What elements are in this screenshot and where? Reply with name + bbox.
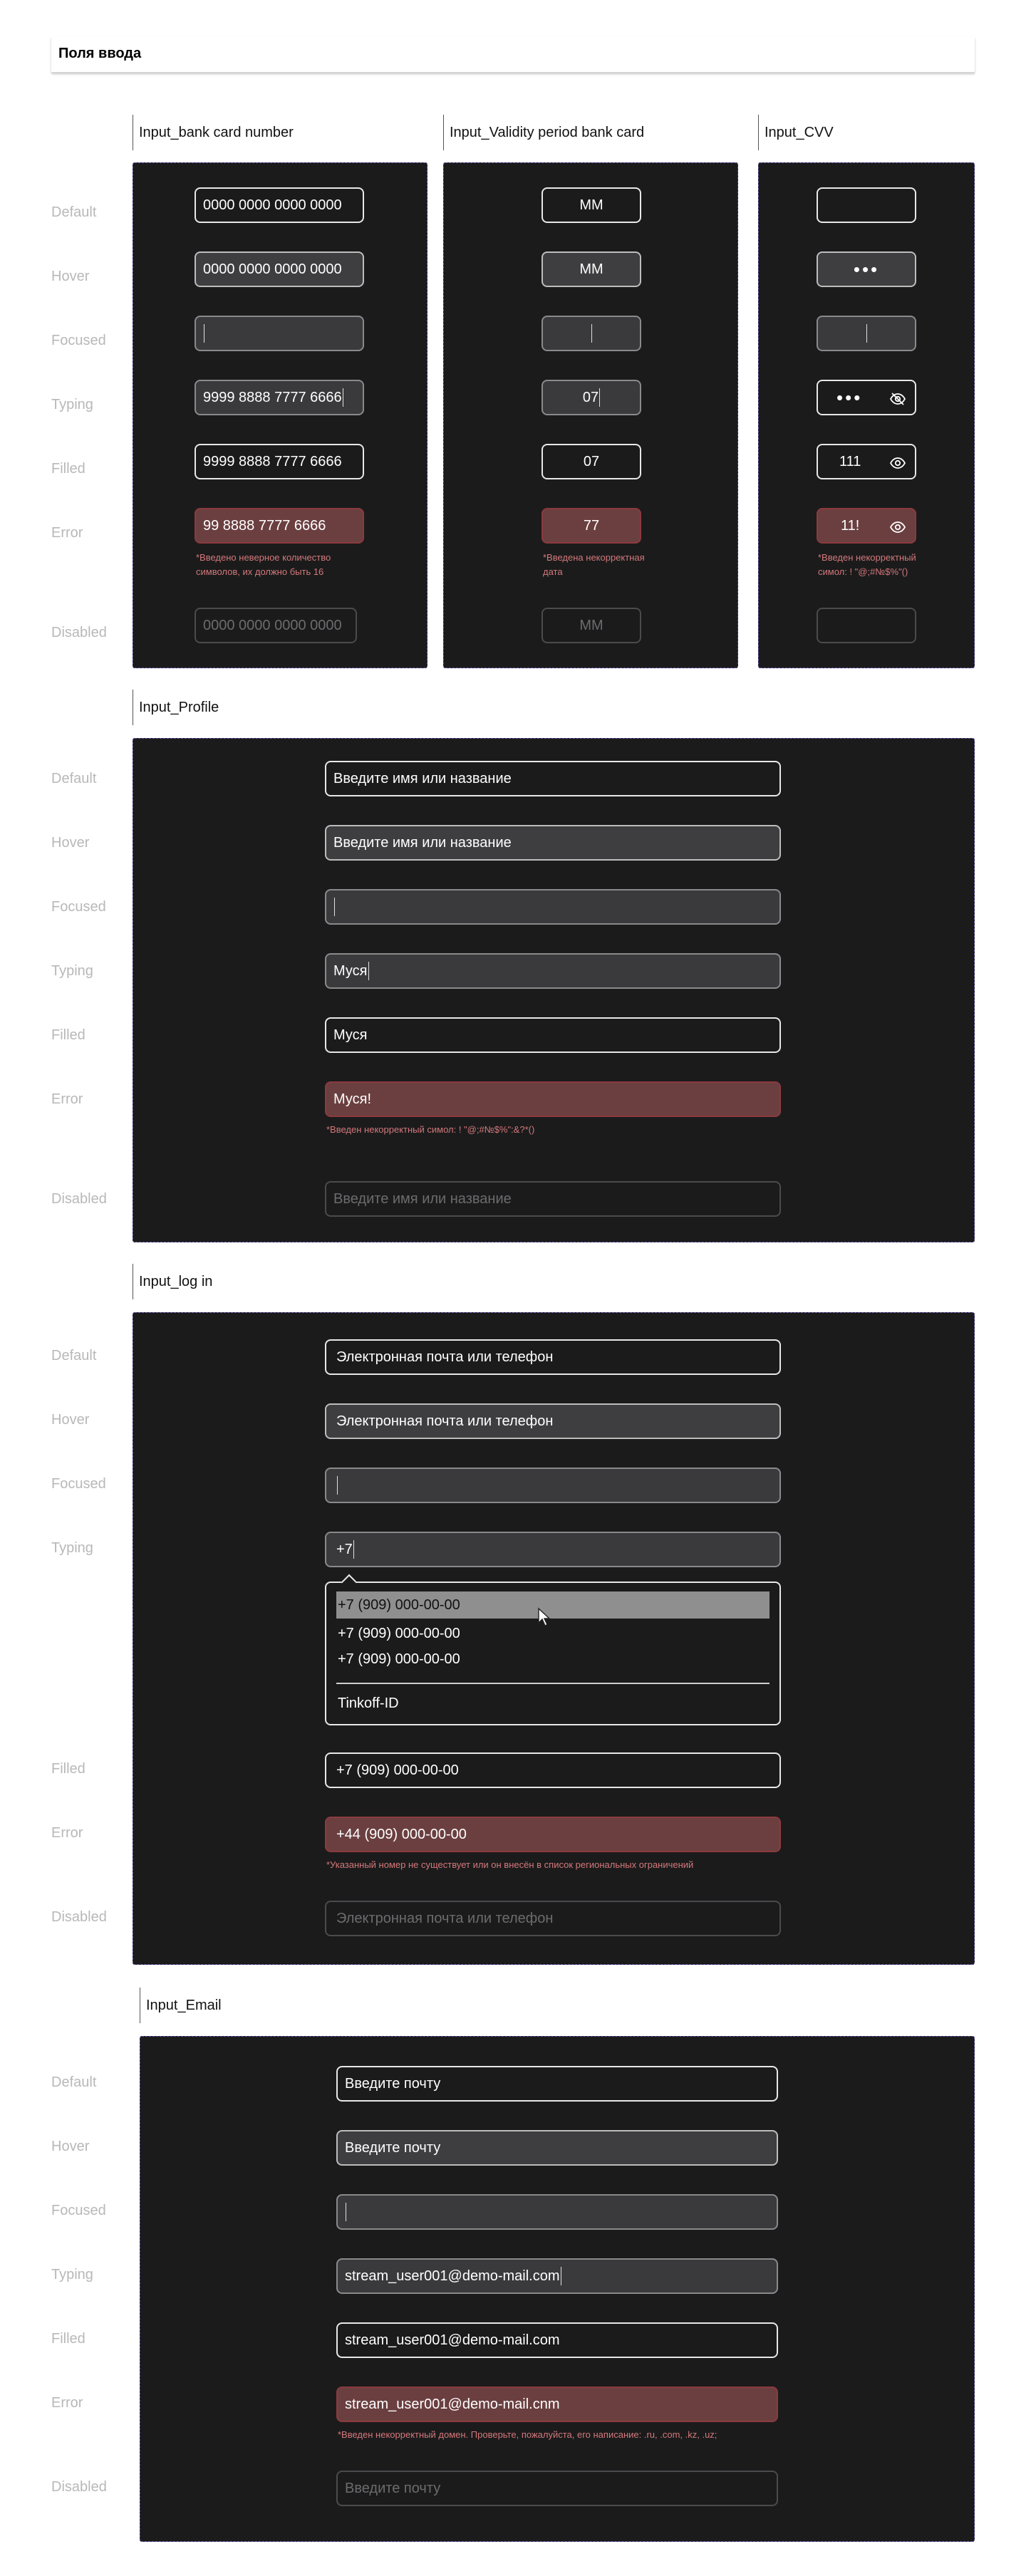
profile-placeholder: Введите имя или название [333, 770, 512, 786]
card-number-value: 0000 0000 0000 0000 [203, 261, 342, 277]
cvv-error-message: *Введен некорректный симол: ! "@;#№$%"() [818, 552, 916, 577]
state-label-default: Default [51, 771, 97, 786]
section-label-card: Input_bank card number [133, 115, 294, 150]
section-label-email: Input_Email [140, 1988, 222, 2023]
card-number-value: 9999 8888 7777 6666 [203, 453, 342, 469]
page-title: Поля ввода [58, 46, 142, 61]
state-label-hover: Hover [51, 835, 90, 851]
profile-input-disabled [325, 1181, 781, 1217]
validity-value: MM [579, 197, 603, 213]
state-label-hover: Hover [51, 1412, 90, 1428]
text-caret [337, 1476, 338, 1495]
page-header [51, 37, 975, 73]
dropdown-divider [336, 1683, 770, 1684]
profile-input-filled[interactable] [325, 1017, 781, 1053]
state-label-focused: Focused [51, 1476, 106, 1492]
state-label-focused: Focused [51, 333, 106, 348]
card-number-error-message: *Введено неверное количество символов, их должно быть 16 [196, 552, 331, 577]
login-input-hover[interactable] [325, 1403, 781, 1439]
login-input-typing[interactable] [325, 1532, 781, 1567]
state-label-hover: Hover [51, 2139, 90, 2154]
email-input-disabled [336, 2471, 778, 2506]
cvv-input-error[interactable] [817, 508, 916, 544]
email-input-focused[interactable] [336, 2194, 778, 2230]
state-label-default: Default [51, 2074, 97, 2090]
validity-panel [443, 162, 738, 668]
state-label-disabled: Disabled [51, 625, 107, 640]
section-label-cvv: Input_CVV [758, 115, 834, 150]
state-label-typing: Typing [51, 2267, 93, 2282]
profile-input-focused[interactable] [325, 889, 781, 925]
email-input-hover[interactable] [336, 2130, 778, 2166]
text-caret [353, 1540, 354, 1559]
email-placeholder: Введите почту [345, 2139, 441, 2156]
profile-placeholder: Введите имя или название [333, 1190, 512, 1207]
state-label-filled: Filled [51, 1027, 86, 1043]
suggestion-item[interactable]: +7 (909) 000-00-00 [338, 1626, 460, 1641]
state-label-disabled: Disabled [51, 1909, 107, 1925]
cvv-input-filled[interactable] [817, 444, 916, 479]
validity-value: 77 [583, 517, 600, 534]
email-value: stream_user001@demo-mail.com [345, 2332, 560, 2348]
profile-value: Муся! [333, 1091, 372, 1107]
tinkoff-id-option[interactable]: Tinkoff-ID [338, 1695, 399, 1711]
validity-input-disabled [542, 608, 641, 643]
validity-value: MM [579, 617, 603, 633]
state-label-error: Error [51, 1091, 83, 1107]
login-suggestions-dropdown [325, 1582, 781, 1725]
card-panel [133, 162, 428, 668]
state-label-typing: Typing [51, 397, 93, 412]
profile-input-typing[interactable] [325, 953, 781, 989]
section-label-login: Input_log in [133, 1264, 212, 1299]
login-input-focused[interactable] [325, 1468, 781, 1503]
validity-input-error[interactable] [542, 508, 641, 544]
eye-icon[interactable] [889, 519, 906, 536]
state-label-filled: Filled [51, 461, 86, 477]
profile-value: Муся [333, 962, 368, 979]
eye-icon[interactable] [889, 455, 906, 472]
state-label-focused: Focused [51, 899, 106, 915]
state-label-filled: Filled [51, 2331, 86, 2347]
state-label-typing: Typing [51, 963, 93, 979]
card-number-input-typing[interactable] [195, 380, 364, 415]
text-caret [334, 898, 335, 916]
email-input-default[interactable] [336, 2066, 778, 2102]
validity-value: 07 [582, 389, 599, 405]
state-label-filled: Filled [51, 1761, 86, 1777]
profile-panel [133, 738, 975, 1242]
email-value: stream_user001@demo-mail.cnm [345, 2396, 560, 2412]
text-caret [368, 962, 369, 980]
validity-value: 07 [583, 453, 600, 469]
login-input-error[interactable] [325, 1817, 781, 1852]
validity-error-message: *Введена некорректная дата [543, 552, 645, 577]
card-number-input-hover[interactable] [195, 251, 364, 287]
eye-off-icon[interactable] [889, 390, 906, 407]
email-value: stream_user001@demo-mail.com [345, 2268, 560, 2284]
profile-input-default[interactable] [325, 761, 781, 796]
email-placeholder: Введите почту [345, 2075, 441, 2092]
profile-input-hover[interactable] [325, 825, 781, 861]
validity-input-typing[interactable] [542, 380, 641, 415]
login-input-disabled [325, 1901, 781, 1936]
email-input-filled[interactable] [336, 2322, 778, 2358]
cvv-value: 111 [839, 453, 861, 469]
login-placeholder: Электронная почта или телефон [336, 1349, 554, 1365]
email-placeholder: Введите почту [345, 2480, 441, 2496]
section-label-validity: Input_Validity period bank card [443, 115, 644, 150]
login-placeholder: Электронная почта или телефон [336, 1413, 554, 1429]
card-number-value: 99 8888 7777 6666 [203, 517, 326, 534]
card-number-input-filled[interactable] [195, 444, 364, 479]
profile-input-error[interactable] [325, 1081, 781, 1117]
state-label-hover: Hover [51, 269, 90, 284]
state-label-error: Error [51, 525, 83, 541]
validity-input-hover[interactable] [542, 251, 641, 287]
cvv-value: 11! [841, 517, 860, 534]
login-error-message: *Указанный номер не существует или он внесён в список региональных ограничений [326, 1859, 694, 1870]
email-input-typing[interactable] [336, 2258, 778, 2294]
cvv-masked-value: ••• [853, 259, 880, 280]
validity-input-focused[interactable] [542, 316, 641, 351]
section-label-profile: Input_Profile [133, 690, 219, 725]
suggestion-item[interactable]: +7 (909) 000-00-00 [338, 1651, 460, 1667]
mouse-cursor-icon [537, 1607, 553, 1627]
profile-value: Муся [333, 1027, 368, 1043]
cvv-input-focused[interactable] [817, 316, 916, 351]
state-label-default: Default [51, 204, 97, 220]
login-placeholder: Электронная почта или телефон [336, 1910, 554, 1926]
email-error-message: *Введен некорректный домен. Проверьте, пожалуйста, его написание: .ru, .com, .kz, .uz; [338, 2429, 717, 2440]
cvv-panel [758, 162, 975, 668]
card-number-value: 0000 0000 0000 0000 [203, 617, 342, 633]
validity-value: MM [579, 261, 603, 277]
login-value: +7 (909) 000-00-00 [336, 1762, 459, 1778]
text-caret [866, 324, 867, 343]
login-input-default[interactable] [325, 1339, 781, 1375]
cvv-input-default[interactable] [817, 187, 916, 223]
state-label-disabled: Disabled [51, 1191, 107, 1207]
text-caret [599, 388, 600, 407]
state-label-error: Error [51, 2395, 83, 2411]
card-number-input-default[interactable] [195, 187, 364, 223]
state-label-default: Default [51, 1348, 97, 1364]
cvv-input-disabled [817, 608, 916, 643]
state-label-typing: Typing [51, 1540, 93, 1556]
state-label-disabled: Disabled [51, 2479, 107, 2495]
profile-placeholder: Введите имя или название [333, 834, 512, 851]
text-caret [591, 324, 592, 343]
login-value: +44 (909) 000-00-00 [336, 1826, 467, 1842]
cvv-input-typing[interactable] [817, 380, 916, 415]
state-label-focused: Focused [51, 2203, 106, 2218]
card-number-input-focused[interactable] [195, 316, 364, 351]
card-number-input-error[interactable] [195, 508, 364, 544]
suggestion-item[interactable]: +7 (909) 000-00-00 [336, 1591, 770, 1619]
cvv-input-hover[interactable] [817, 251, 916, 287]
login-input-filled[interactable] [325, 1752, 781, 1788]
state-label-error: Error [51, 1825, 83, 1841]
validity-input-default[interactable] [542, 187, 641, 223]
validity-input-filled[interactable] [542, 444, 641, 479]
card-number-value: 9999 8888 7777 6666 [203, 389, 342, 405]
email-input-error[interactable] [336, 2387, 778, 2422]
login-value: +7 [336, 1541, 353, 1557]
card-number-input-disabled [195, 608, 357, 643]
card-number-value: 0000 0000 0000 0000 [203, 197, 342, 213]
cvv-masked-value: ••• [836, 387, 863, 408]
profile-error-message: *Введен некорректный симол: ! "@;#№$%":&?*() [326, 1124, 535, 1135]
